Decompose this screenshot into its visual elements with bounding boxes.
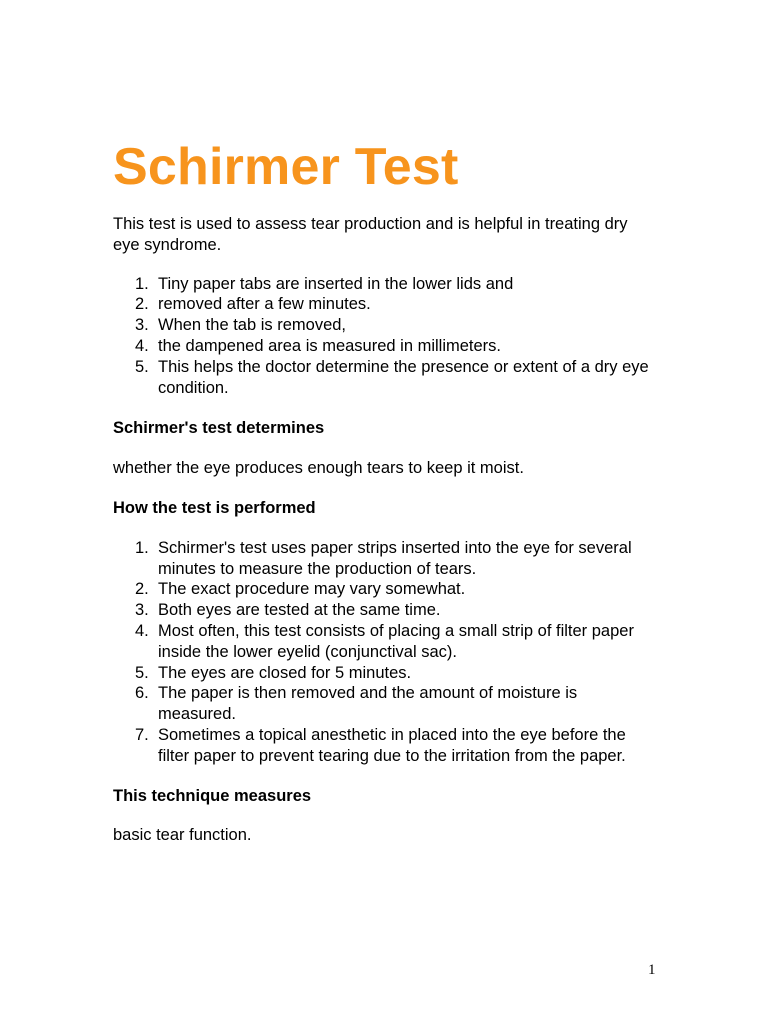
list-number: 5. <box>135 357 149 376</box>
list-item-text: Sometimes a topical anesthetic in placed into the eye before the filter paper to prevent tearing due to the irritation from the paper. <box>158 725 626 765</box>
section-heading-measures: This technique measures <box>113 786 312 805</box>
list-number: 3. <box>135 316 149 335</box>
document-title: Schirmer Test <box>113 138 459 196</box>
list-number: 7. <box>135 725 149 744</box>
list-item-text: This helps the doctor determine the presence or extent of a dry eye condition. <box>158 357 649 397</box>
list-item-text: Most often, this test consists of placing a small strip of filter paper inside the lower eyelid (conjunctival sac). <box>158 621 634 661</box>
list-item <box>113 663 658 684</box>
page-number: 1 <box>648 962 656 978</box>
list-item <box>113 725 658 767</box>
list-number: 3. <box>135 601 149 620</box>
list-item-text: Both eyes are tested at the same time. <box>158 601 441 620</box>
list-number: 6. <box>135 684 149 703</box>
list-number: 4. <box>135 621 149 640</box>
list-number: 1. <box>135 274 149 293</box>
list-number: 5. <box>135 663 149 682</box>
list-item-text: Schirmer's test uses paper strips inserted into the eye for several minutes to measure the production of tears. <box>158 538 632 578</box>
performed-list <box>113 538 658 767</box>
list-number: 2. <box>135 295 149 314</box>
intro-paragraph: This test is used to assess tear production and is helpful in treating dry eye syndrome. <box>113 215 628 254</box>
list-item-text: Tiny paper tabs are inserted in the lower lids and <box>158 274 514 293</box>
list-item <box>113 315 658 336</box>
list-item-text: The paper is then removed and the amount of moisture is measured. <box>158 684 578 724</box>
list-item <box>113 336 658 357</box>
procedure-list <box>113 274 658 399</box>
list-number: 2. <box>135 580 149 599</box>
list-item <box>113 538 658 580</box>
list-item <box>113 621 658 663</box>
section-heading-performed: How the test is performed <box>113 498 316 517</box>
list-item <box>113 683 658 725</box>
section-heading-determines: Schirmer's test determines <box>113 419 325 438</box>
list-item <box>113 294 658 315</box>
document-page <box>113 138 658 846</box>
determines-paragraph: whether the eye produces enough tears to keep it moist. <box>113 459 524 478</box>
list-number: 1. <box>135 538 149 557</box>
list-item <box>113 357 658 399</box>
measures-paragraph: basic tear function. <box>113 826 252 845</box>
list-item-text: The eyes are closed for 5 minutes. <box>158 663 412 682</box>
list-item <box>113 600 658 621</box>
list-item-text: When the tab is removed, <box>158 316 347 335</box>
list-item-text: The exact procedure may vary somewhat. <box>158 580 466 599</box>
list-item <box>113 274 658 295</box>
list-number: 4. <box>135 336 149 355</box>
list-item <box>113 579 658 600</box>
list-item-text: the dampened area is measured in millimeters. <box>158 336 501 355</box>
list-item-text: removed after a few minutes. <box>158 295 371 314</box>
